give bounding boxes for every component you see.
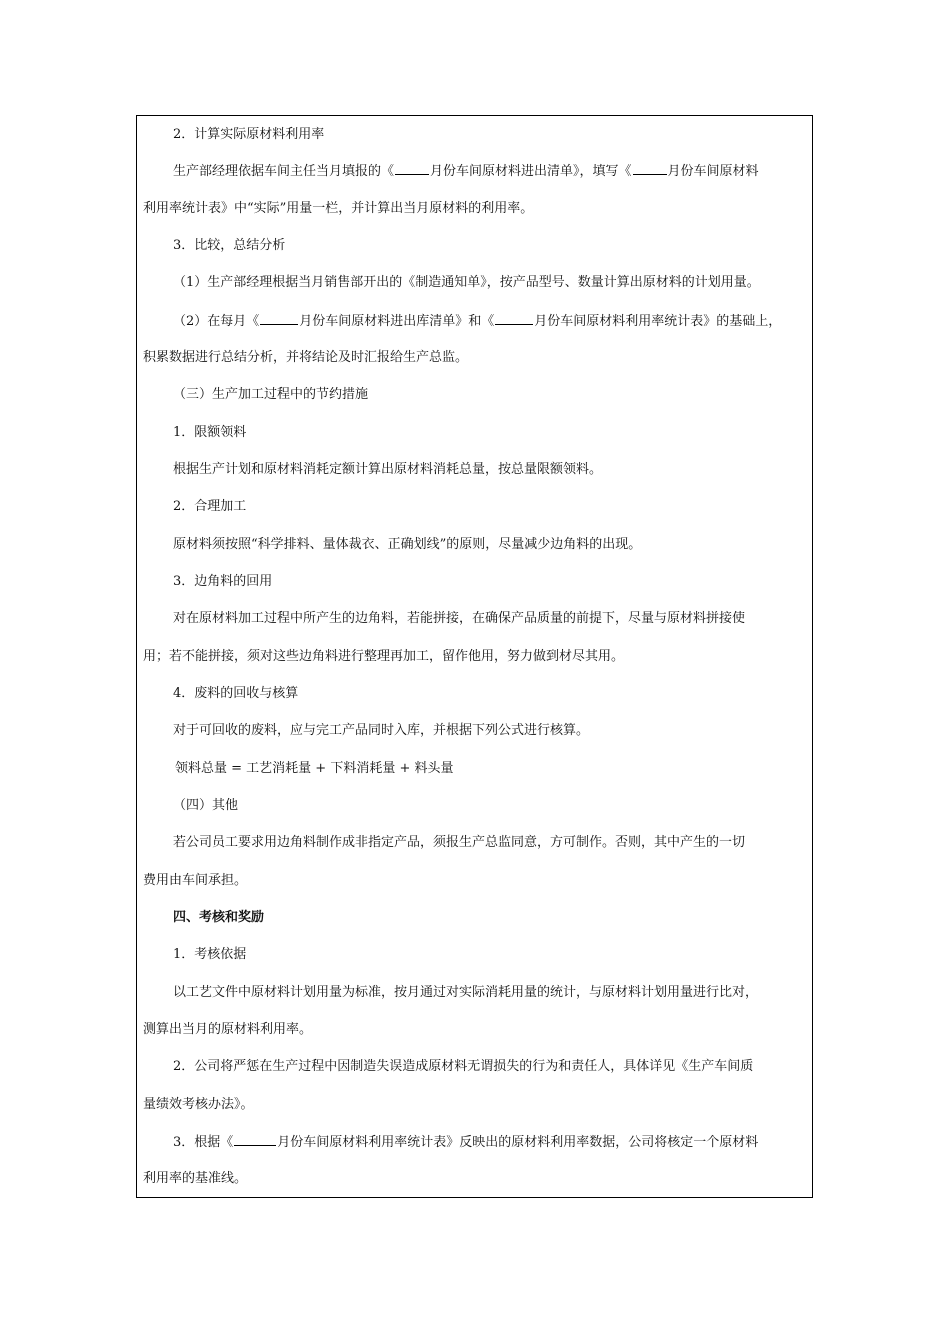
paragraph-calc-line-1: 生产部经理依据车间主任当月填报的《 月份车间原材料进出清单》，填写《 月份车间原材料 bbox=[173, 164, 759, 179]
paragraph-other-line-2: 费用由车间承担。 bbox=[143, 873, 248, 888]
section-other: （四）其他 bbox=[173, 798, 239, 813]
subheading-calc-actual-rate: 2．计算实际原材料利用率 bbox=[173, 127, 325, 142]
paragraph-calc-line-2: 利用率统计表》中“实际”用量一栏，并计算出当月原材料的利用率。 bbox=[143, 201, 534, 216]
item-monthly-summary-line-1: （2）在每月《 月份车间原材料进出库清单》和《 月份车间原材料利用率统计表》的基础上， bbox=[173, 314, 782, 329]
paragraph-baseline-line-2: 利用率的基准线。 bbox=[143, 1171, 248, 1186]
subheading-quota-picking: 1．限额领料 bbox=[173, 425, 247, 440]
paragraph-quota-picking: 根据生产计划和原材料消耗定额计算出原材料消耗总量，按总量限额领料。 bbox=[173, 462, 603, 477]
subheading-waste-recovery: 4．废料的回收与核算 bbox=[173, 686, 299, 701]
paragraph-penalty-line-1: 2．公司将严惩在生产过程中因制造失误造成原材料无谓损失的行为和责任人，具体详见《生产车间质 bbox=[173, 1059, 754, 1074]
section-heading-assessment-rewards: 四、考核和奖励 bbox=[173, 910, 265, 925]
fill-blank bbox=[395, 162, 429, 175]
formula-total-picking: 领料总量 = 工艺消耗量 + 下料消耗量 + 料头量 bbox=[175, 761, 454, 776]
paragraph-scrap-reuse-line-2: 用；若不能拼接，须对这些边角料进行整理再加工，留作他用，努力做到材尽其用。 bbox=[143, 649, 625, 664]
subheading-scrap-reuse: 3．边角料的回用 bbox=[173, 574, 273, 589]
paragraph-waste-recovery: 对于可回收的废料，应与完工产品同时入库，并根据下列公式进行核算。 bbox=[173, 723, 590, 738]
subheading-rational-processing: 2．合理加工 bbox=[173, 499, 247, 514]
fill-blank bbox=[260, 312, 298, 325]
paragraph-scrap-reuse-line-1: 对在原材料加工过程中所产生的边角料，若能拼接，在确保产品质量的前提下，尽量与原材料拼接使 bbox=[173, 611, 746, 626]
paragraph-rational-processing: 原材料须按照“科学排料、量体裁衣、正确划线”的原则，尽量减少边角料的出现。 bbox=[173, 537, 642, 552]
paragraph-assessment-basis-line-1: 以工艺文件中原材料计划用量为标准，按月通过对实际消耗用量的统计，与原材料计划用量进行比对， bbox=[173, 985, 759, 1000]
fill-blank bbox=[234, 1133, 276, 1146]
paragraph-penalty-line-2: 量绩效考核办法》。 bbox=[143, 1097, 254, 1112]
paragraph-other-line-1: 若公司员工要求用边角料制作成非指定产品，须报生产总监同意，方可制作。否则，其中产生的一切 bbox=[173, 835, 746, 850]
paragraph-baseline-line-1: 3．根据《 月份车间原材料利用率统计表》反映出的原材料利用率数据，公司将核定一个原材料 bbox=[173, 1135, 759, 1150]
fill-blank bbox=[633, 162, 667, 175]
subheading-compare-summary: 3．比较，总结分析 bbox=[173, 238, 286, 253]
section-saving-measures: （三）生产加工过程中的节约措施 bbox=[173, 387, 369, 402]
subheading-assessment-basis: 1．考核依据 bbox=[173, 947, 247, 962]
item-monthly-summary-line-2: 积累数据进行总结分析，并将结论及时汇报给生产总监。 bbox=[143, 350, 469, 365]
item-plan-usage: （1）生产部经理根据当月销售部开出的《制造通知单》，按产品型号、数量计算出原材料的计划用量。 bbox=[173, 275, 760, 290]
paragraph-assessment-basis-line-2: 测算出当月的原材料利用率。 bbox=[143, 1022, 313, 1037]
fill-blank bbox=[495, 312, 533, 325]
